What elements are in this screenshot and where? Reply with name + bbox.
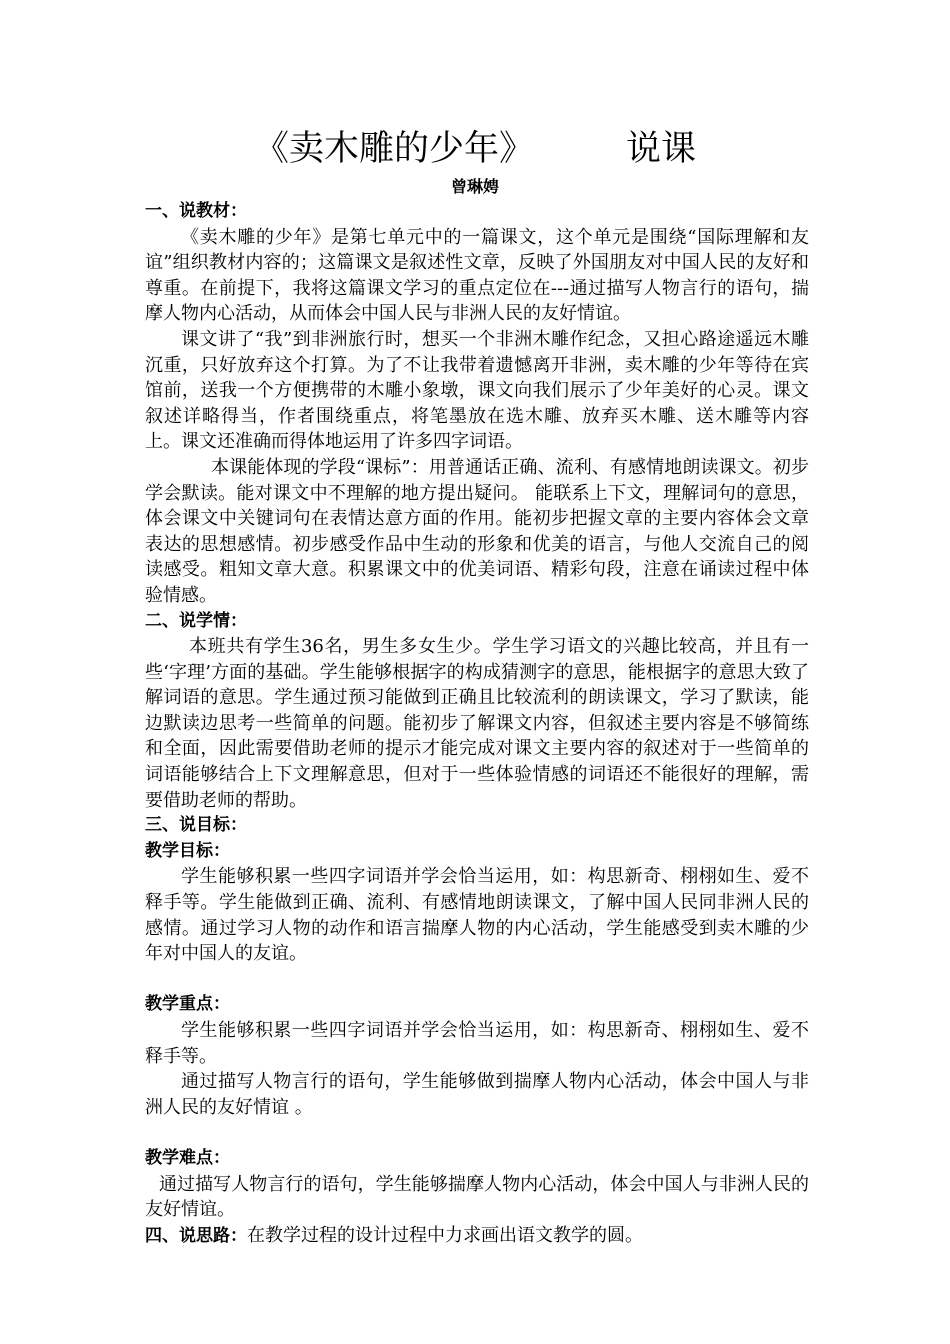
author-name: 曾琳娉	[450, 177, 499, 196]
document-title	[0, 124, 950, 174]
document-body	[145, 199, 809, 1249]
key-points-paragraph-1: 学生能够积累一些四字词语并学会恰当运用，如：构思新奇、栩栩如生、爱不释手等。	[145, 1020, 809, 1067]
title-sub: 说课	[626, 129, 697, 169]
key-points-heading: 教学重点：	[145, 994, 230, 1015]
section-heading-students: 二、说学情：	[145, 610, 247, 631]
blank-line	[145, 1120, 809, 1146]
textbook-paragraph-3: 本课能体现的学段“课标”：用普通话正确、流利、有感情地朗读课文。初步学会默读。能对课文中不理解的地方提出疑问。 能联系上下文，理解词句的意思，体会课文中关键词句在表情达意方面的作用。能初步把握文章的主要内容体会文章表达的思想感情。初步感受作品中生动的形象和优美的语言，与他人交流自己的阅读感受。粗知文章大意。积累课文中的优美词语、精彩句段，注意在诵读过程中体验情感。	[145, 456, 809, 606]
approach-text: 在教学过程的设计过程中力求画出语文教学的圆。	[247, 1224, 643, 1246]
section-heading-textbook: 一、说教材：	[145, 201, 247, 221]
teaching-goals-paragraph: 学生能够积累一些四字词语并学会恰当运用，如：构思新奇、栩栩如生、爱不释手等。学生能做到正确、流利、有感情地朗读课文，了解中国人民同非洲人民的感情。通过学习人物的动作和语言揣摩人物的内心活动，学生能感受到卖木雕的少年对中国人的友谊。	[145, 866, 809, 965]
students-paragraph: 本班共有学生36名，男生多女生少。学生学习语文的兴趣比较高，并且有一些‘字理’方面的基础。学生能够根据字的构成猜测字的意思，能根据字的意思大致了解词语的意思。学生通过预习能做到正确且比较流利的朗读课文，学习了默读，能边默读边思考一些简单的问题。能初步了解课文内容，但叙述主要内容是不够简练和全面，因此需要借助老师的提示才能完成对课文主要内容的叙述对于一些简单的词语能够结合上下文理解意思，但对于一些体验情感的词语还不能很好的理解，需要借助老师的帮助。	[145, 636, 809, 811]
key-points-paragraph-2: 通过描写人物言行的语句，学生能够做到揣摩人物内心活动，体会中国人与非洲人民的友好情谊 。	[145, 1071, 809, 1118]
title-main: 《卖木雕的少年》	[253, 129, 534, 169]
section-heading-approach: 四、说思路：	[145, 1225, 247, 1246]
difficulty-paragraph: 通过描写人物言行的语句，学生能够揣摩人物内心活动，体会中国人与非洲人民的友好情谊。	[145, 1173, 809, 1221]
textbook-paragraph-2: 课文讲了“我”到非洲旅行时，想买一个非洲木雕作纪念，又担心路途遥远木雕沉重，只好放弃这个打算。为了不让我带着遗憾离开非洲，卖木雕的少年等待在宾馆前，送我一个方便携带的木雕小象墩，课文向我们展示了少年美好的心灵。课文叙述详略得当，作者围绕重点，将笔墨放在选木雕、放弃买木雕、送木雕等内容上。课文还准确而得体地运用了许多四字词语。	[145, 328, 809, 453]
difficulty-heading: 教学难点：	[145, 1147, 230, 1168]
teaching-goals-heading: 教学目标：	[145, 840, 230, 861]
section-approach	[145, 1223, 809, 1250]
textbook-paragraph-1: 《卖木雕的少年》是第七单元中的一篇课文，这个单元是围绕“国际理解和友谊”组织教材内容的；这篇课文是叙述性文章，反映了外国朋友对中国人民的友好和尊重。在前提下，我将这篇课文学习的重点定位在---通过描写人物言行的语句，揣摩人物内心活动，从而体会中国人民与非洲人民的友好情谊。	[145, 226, 809, 325]
section-heading-goals: 三、说目标：	[145, 815, 247, 836]
blank-line	[145, 967, 809, 993]
